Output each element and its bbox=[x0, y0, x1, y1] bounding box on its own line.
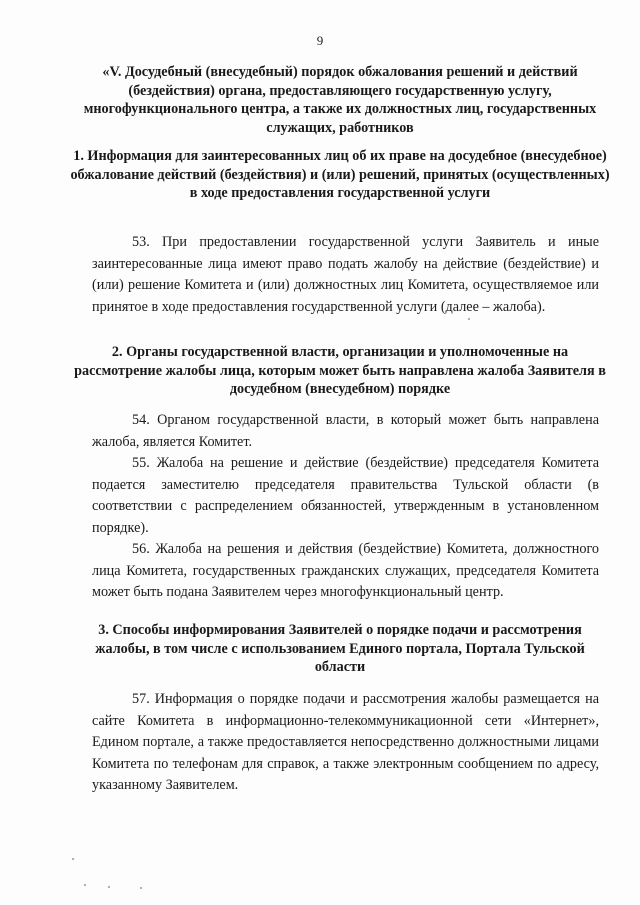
subsection-1-title: 1. Информация для заинтересованных лиц об их праве на досудебное (внесудебное) обжалование действий (бездействия) и (или) решений, принятых (осуществленных) в ходе предоставления государственной услуги bbox=[70, 148, 610, 201]
scan-speck bbox=[72, 858, 74, 860]
page-number: 9 bbox=[316, 33, 324, 48]
paragraph-53: 53. При предоставлении государственной услуги Заявитель и иные заинтересованные лица имеют право подать жалобу на действие (бездействие) и (или) решение Комитета и (или) должностных лиц Комитета, осуществляемое или принятое в ходе предоставления государственной услуги (далее – жалоба). bbox=[92, 234, 599, 315]
section-title: «V. Досудебный (внесудебный) порядок обжалования решений и действий (бездействия) органа, предоставляющего государственную услугу, многофункционального центра, а также их должностных лиц, государственных служащих, работников bbox=[83, 64, 597, 136]
paragraph-56: 56. Жалоба на решения и действия (бездействие) Комитета, должностного лица Комитета, государственных гражданских служащих, председателя Комитета может быть подана Заявителем через многофункциональный центр. bbox=[92, 541, 599, 600]
scan-speck bbox=[468, 318, 470, 320]
scan-speck bbox=[108, 886, 110, 888]
paragraph-55: 55. Жалоба на решение и действие (бездействие) председателя Комитета подается заместителю председателя правительства Тульской области (в соответствии с распределением обязанностей, утвержденным в установленном порядке). bbox=[92, 455, 599, 536]
paragraph-57: 57. Информация о порядке подачи и рассмотрения жалобы размещается на сайте Комитета в информационно-телекоммуникационной сети «Интернет», Едином портале, а также предоставляется непосредственно должностными лицами Комитета по телефонам для справок, а также электронным сообщением по адресу, указанному Заявителем. bbox=[92, 691, 599, 793]
paragraph-54: 54. Органом государственной власти, в который может быть направлена жалоба, является Комитет. bbox=[92, 412, 599, 450]
subsection-3-title: 3. Способы информирования Заявителей о порядке подачи и рассмотрения жалобы, в том числе с использованием Единого портала, Портала Тульской области bbox=[95, 622, 585, 675]
scan-speck bbox=[84, 884, 86, 886]
scan-speck bbox=[140, 887, 142, 889]
subsection-2-title: 2. Органы государственной власти, организации и уполномоченные на рассмотрение жалобы лица, которым может быть направлена жалоба Заявителя в досудебном (внесудебном) порядке bbox=[74, 344, 606, 397]
